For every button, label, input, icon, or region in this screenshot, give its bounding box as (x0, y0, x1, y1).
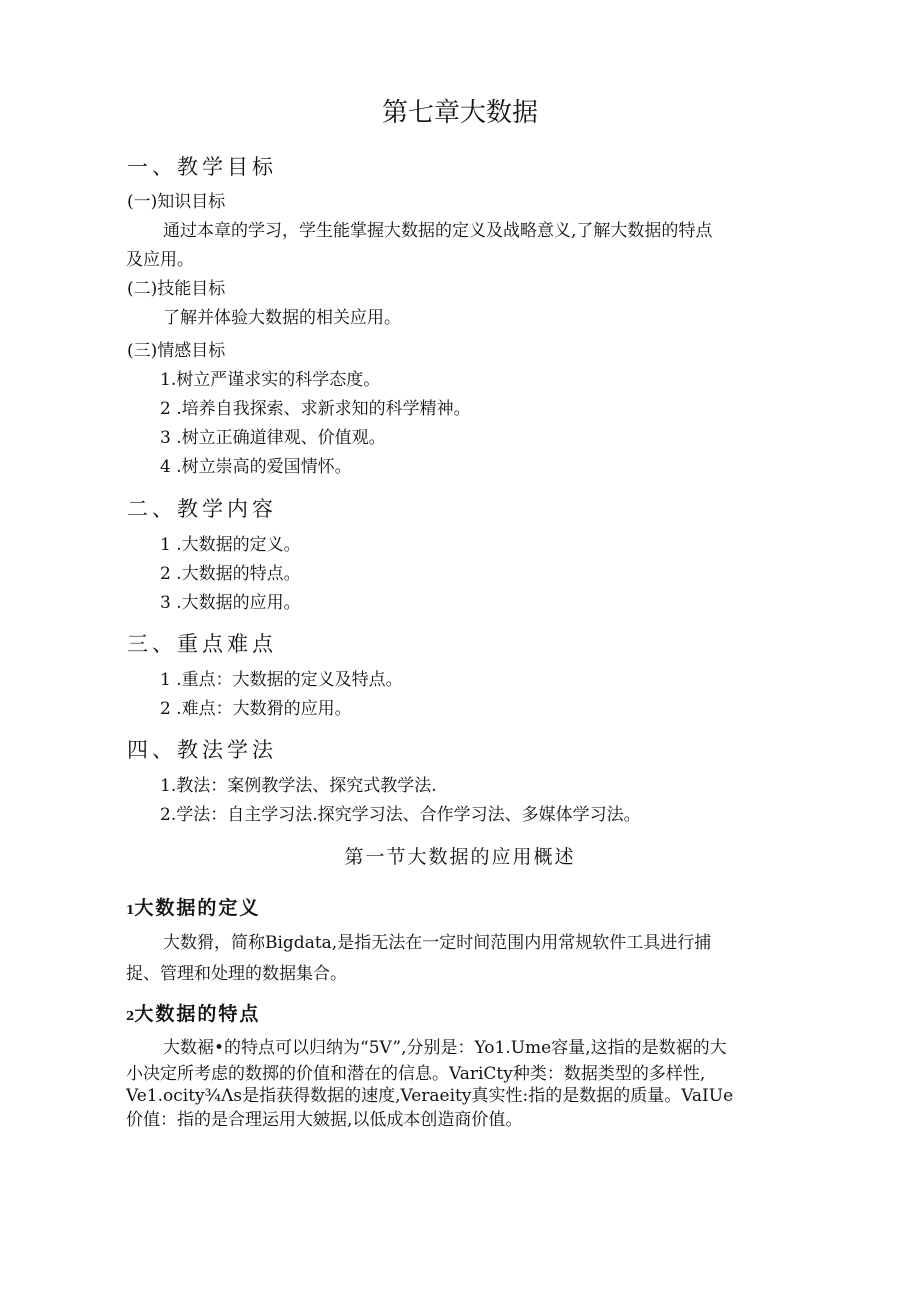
paragraph-line: 了解并体验大数据的相关应用。 (163, 308, 401, 328)
paragraph-line: 大数裾•的特点可以归纳为“5V”,分别是：Yo1.Ume容量,这指的是数裾的大 (163, 1038, 727, 1058)
heading-number: 1 (126, 903, 135, 917)
heading-teaching-methods: 四、教法学法 (127, 738, 277, 762)
list-item: 1.教法：案例教学法、探究式教学法. (160, 776, 437, 796)
list-item: 1 .重点：大数据的定义及特点。 (160, 670, 403, 690)
paragraph-line: Ve1.ocity¾Λs是指获得数据的速度,Veraeity真实性:指的是数据的质量。VaIUe (126, 1086, 734, 1106)
list-item: 3 .大数据的应用。 (160, 593, 301, 613)
list-item: 2 .大数据的特点。 (160, 564, 301, 584)
heading-definition (126, 899, 260, 918)
heading-knowledge-objectives: (一)知识目标 (127, 192, 226, 212)
chapter-title: 第七章大数据 (381, 98, 538, 128)
paragraph-line: 捉、管理和处理的数据集合。 (126, 964, 347, 984)
heading-skill-objectives: (二)技能目标 (127, 279, 226, 299)
paragraph-line: 及应用。 (126, 250, 194, 270)
list-item: 2 .培养自我探索、求新求知的科学精神。 (160, 399, 471, 419)
paragraph-line: 价值：指的是合理运用大皴据,以低成本创造商价值。 (126, 1110, 523, 1130)
heading-emotional-objectives: (三)情感目标 (127, 341, 226, 361)
list-item: 4 .树立崇高的爱国情怀。 (160, 457, 352, 477)
heading-teaching-content: 二、教学内容 (127, 497, 277, 521)
list-item: 1 .大数据的定义。 (160, 535, 301, 555)
heading-text: 大数据的特点 (134, 1003, 261, 1025)
list-item: 2.学法：自主学习法.探究学习法、合作学习法、多媒体学习法。 (160, 805, 641, 825)
heading-teaching-objectives: 一、教学目标 (127, 155, 277, 179)
list-item: 2 .难点：大数猾的应用。 (160, 699, 352, 719)
heading-characteristics (126, 1005, 260, 1024)
paragraph-line: 小决定所考虑的数掷的价值和潜在的信息。VariCty种类：数据类型的多样性, (126, 1064, 706, 1084)
heading-number: 2 (126, 1009, 135, 1023)
list-item: 3 .树立正确道律观、价值观。 (160, 428, 386, 448)
heading-key-difficult-points: 三、重点难点 (127, 632, 277, 656)
paragraph-line: 通过本章的学习，学生能掌握大数据的定义及战略意义,了解大数据的特点 (163, 221, 713, 241)
heading-text: 大数据的定义 (134, 897, 261, 919)
list-item: 1.树立严谨求实的科学态度。 (160, 370, 381, 390)
section-title: 第一节大数据的应用概述 (344, 846, 576, 868)
paragraph-line: 大数猾，简称Bigdata,是指无法在一定时间范围内用常规软件工具进行捕 (163, 933, 712, 953)
